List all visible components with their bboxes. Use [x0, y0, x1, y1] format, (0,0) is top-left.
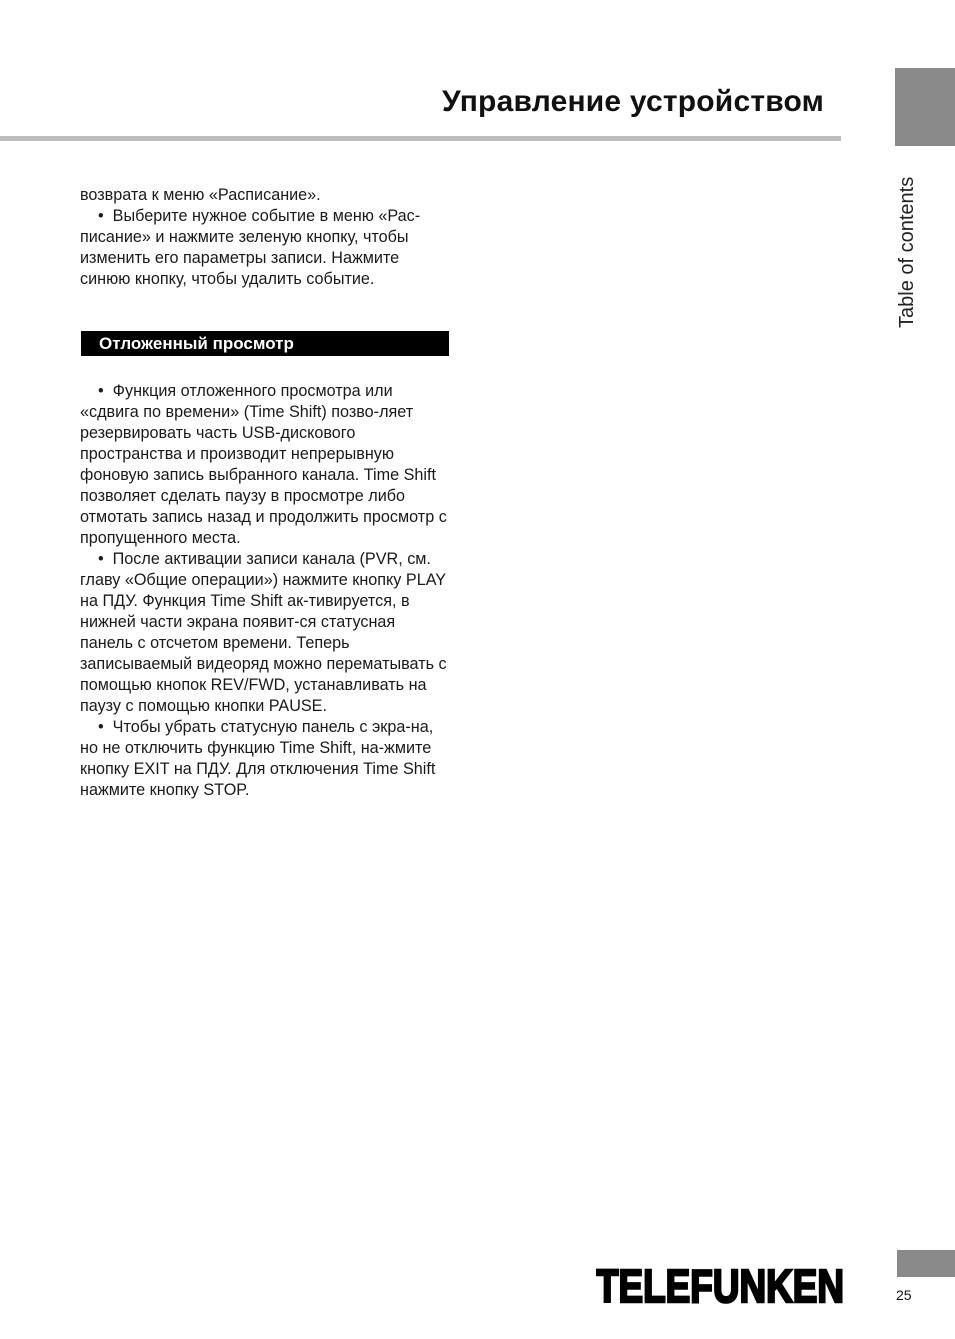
brand-logo-text: TELEFUNKEN — [596, 1262, 844, 1310]
section-heading-bar — [81, 331, 449, 356]
side-tab-label: Table of contents — [896, 176, 918, 328]
intro-bullet-text: Выберите нужное событие в меню «Рас-писание» и нажмите зеленую кнопку, чтобы изменить его параметры записи. Нажмите синюю кнопку, чтобы удалить событие. — [80, 207, 421, 288]
section-bullet-text: После активации записи канала (PVR, см. главу «Общие операции») нажмите кнопку PLAY на ПДУ. Функция Time Shift ак-тивируется, в нижней части экрана появит-ся статусная панель с отсчетом времени. Теперь записываемый видеоряд можно перематывать с помощью кнопок REV/FWD, устанавливать на паузу с помощью кнопки PAUSE. — [80, 550, 447, 715]
bullet-icon: • — [98, 207, 113, 225]
intro-bullet — [80, 206, 450, 290]
corner-block — [895, 68, 955, 146]
bullet-icon: • — [98, 550, 113, 568]
page-number: 25 — [896, 1287, 912, 1303]
section-bullet — [80, 717, 450, 801]
intro-text — [80, 185, 450, 290]
brand-logo — [596, 1262, 846, 1310]
bullet-icon: • — [98, 382, 113, 400]
header-rule — [0, 136, 841, 141]
section-heading: Отложенный просмотр — [99, 334, 294, 353]
section-bullet — [80, 381, 450, 549]
intro-continuation: возврата к меню «Расписание». — [80, 186, 321, 204]
section-text — [80, 381, 450, 801]
section-bullet-text: Чтобы убрать статусную панель с экра-на, но не отключить функцию Time Shift, на-жмите кнопку EXIT на ПДУ. Для отключения Time Shift нажмите кнопку STOP. — [80, 718, 436, 799]
section-bullet — [80, 549, 450, 717]
bullet-icon: • — [98, 718, 113, 736]
header-title: Управление устройством — [442, 85, 824, 118]
section-bullet-text: Функция отложенного просмотра или «сдвига по времени» (Time Shift) позво-ляет резервировать часть USB-дискового пространства и производит непрерывную фоновую запись выбранного канала. Time Shift позволяет сделать паузу в просмотре либо отмотать запись назад и продолжить просмотр с пропущенного места. — [80, 382, 447, 547]
side-tab-table-of-contents[interactable] — [893, 160, 921, 328]
footer-block — [897, 1250, 955, 1277]
